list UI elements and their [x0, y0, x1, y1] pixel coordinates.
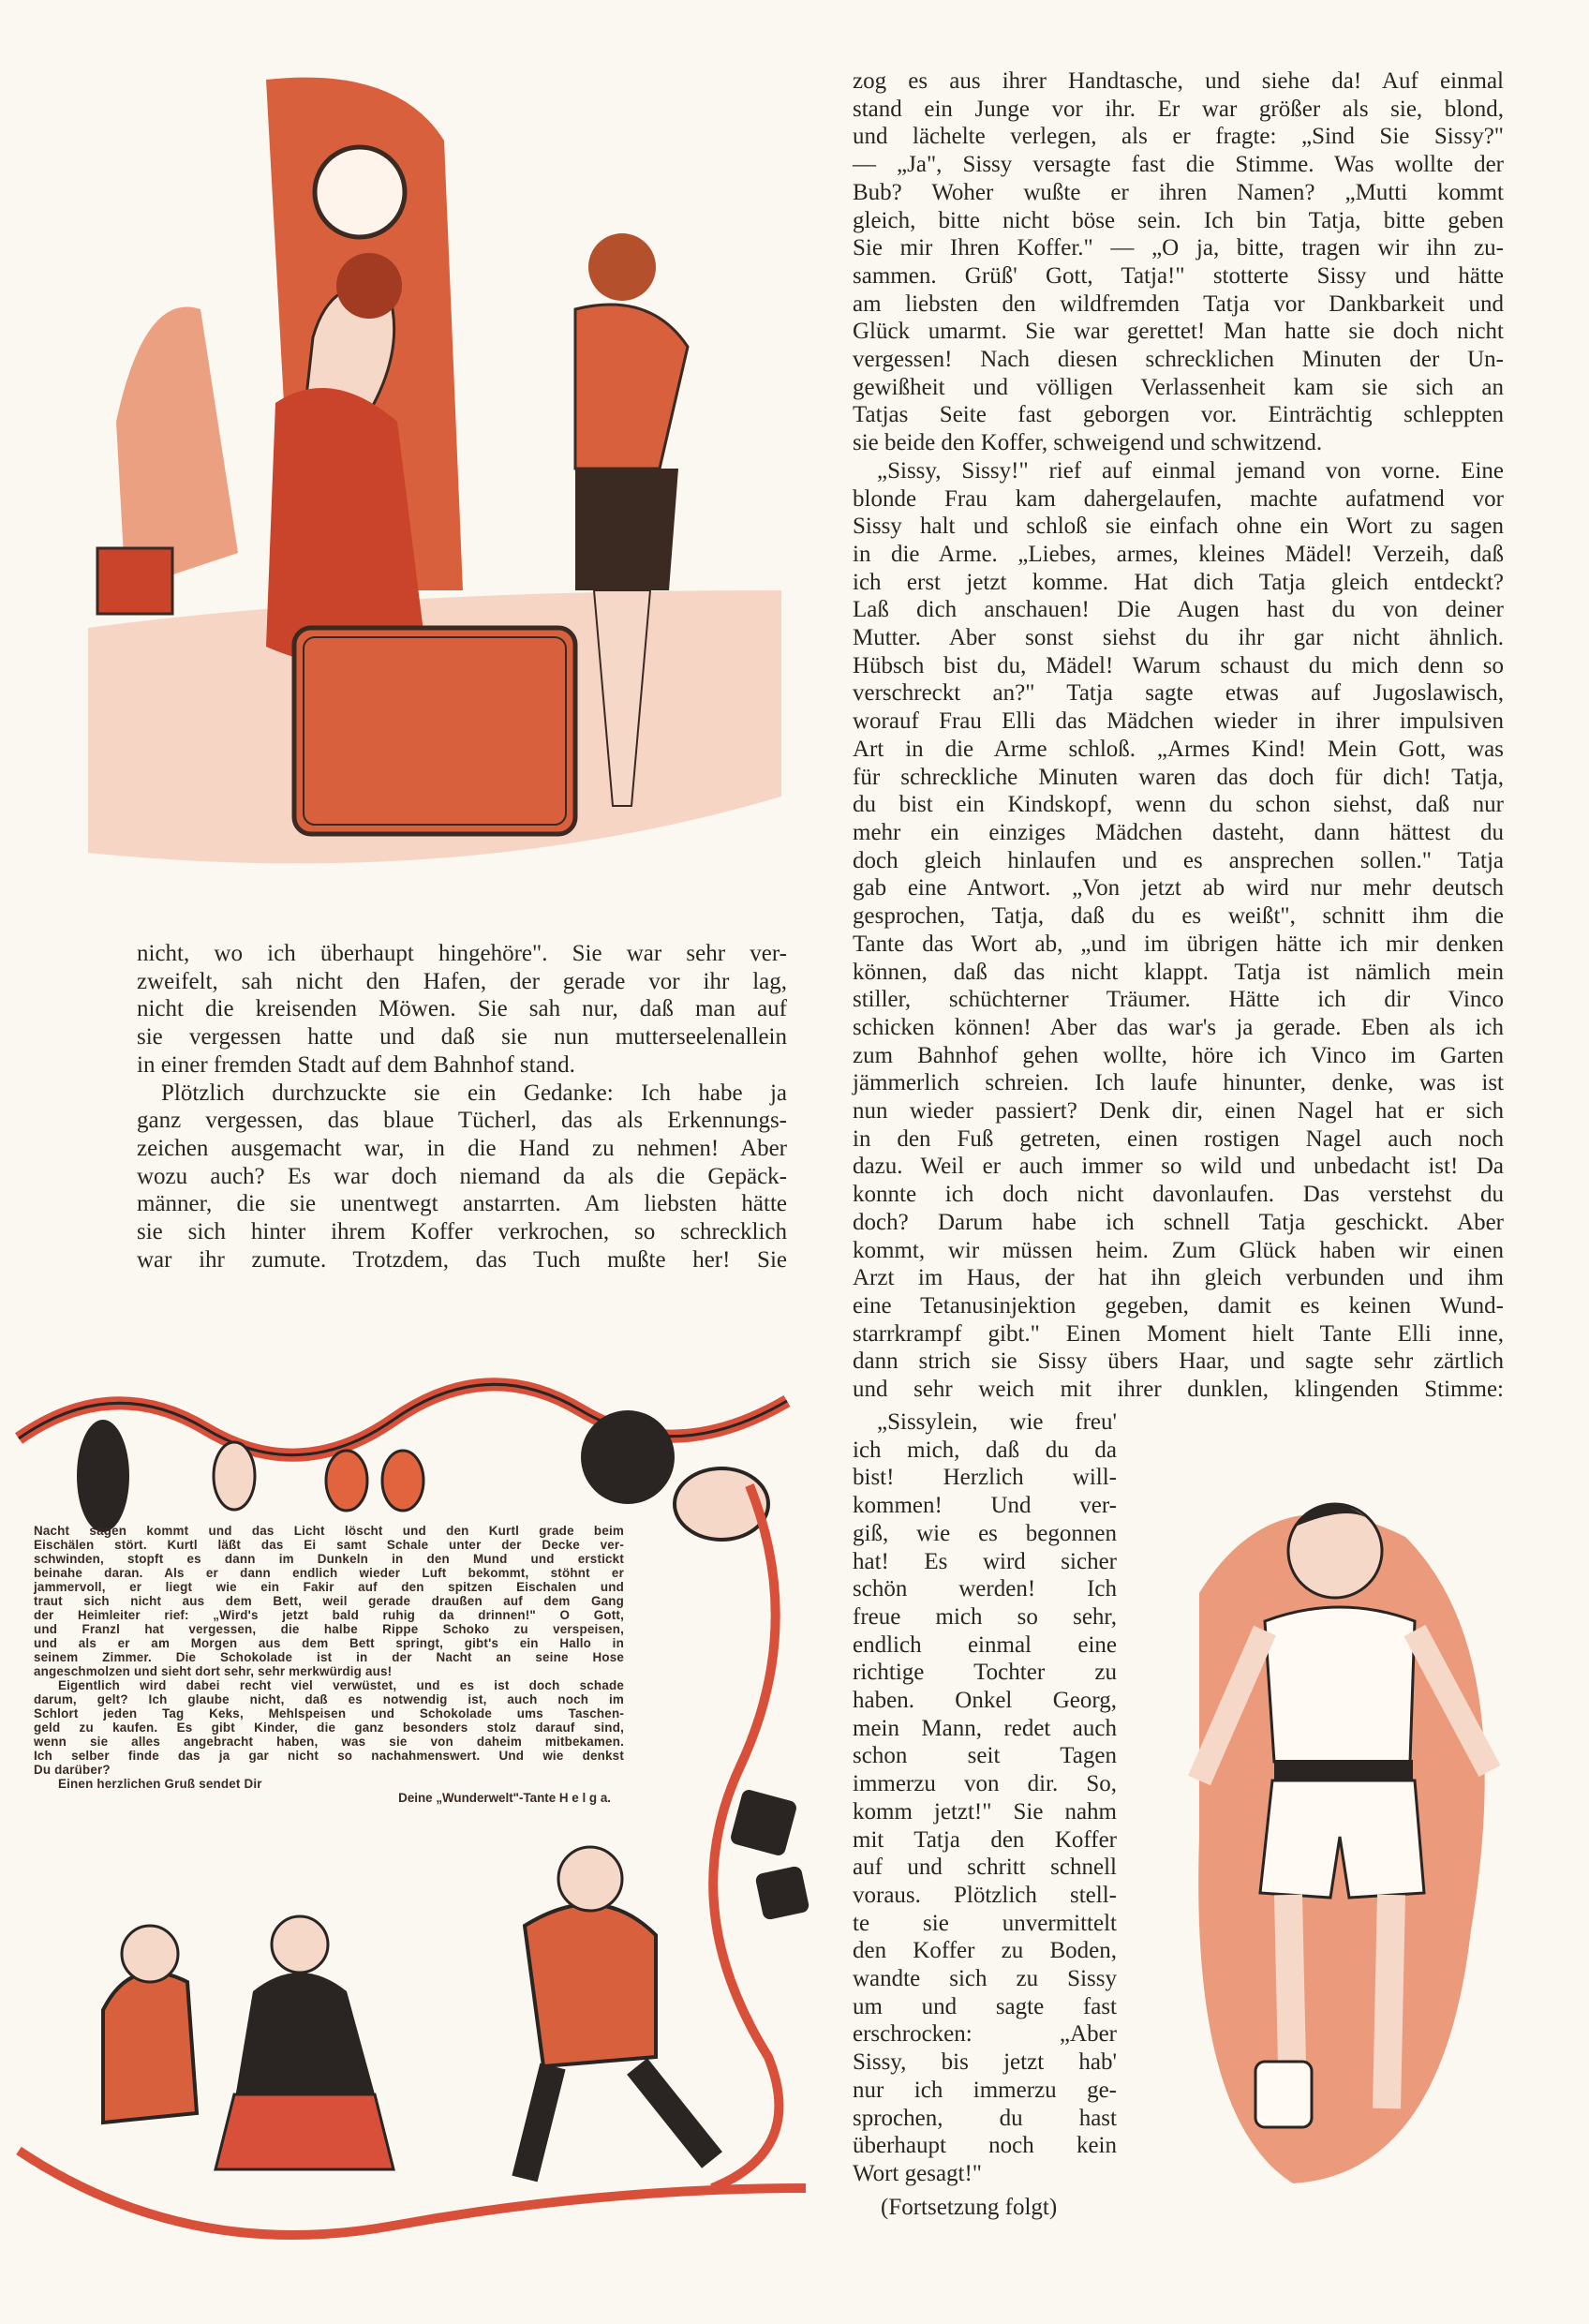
narrow-column-line: auf und schritt schnell: [853, 1855, 1117, 1881]
left-text-column: [137, 940, 787, 1274]
right-column-line: worauf Frau Elli das Mädchen wieder in ihrer impulsiven: [853, 708, 1504, 735]
right-column-line: jämmerlich schreien. Ich laufe hinunter, denke, was ist: [853, 1070, 1504, 1096]
narrow-column-line: „Sissylein, wie freu': [877, 1409, 1117, 1435]
narrow-column-line: giß, wie es begonnen: [853, 1520, 1117, 1546]
right-column-line: Bub? Woher wußte er ihren Namen? „Mutti kommt: [853, 179, 1504, 205]
left-column-line: zeichen ausgemacht war, in die Hand zu nehmen! Aber: [137, 1135, 787, 1161]
narrow-column-line: wandte sich zu Sissy: [853, 1966, 1117, 1992]
narrow-column-line: voraus. Plötzlich stell-: [853, 1882, 1117, 1908]
right-column-line: gesprochen, Tatja, daß du es weißt", schnitt ihm die: [853, 903, 1504, 930]
right-column-line: gleich, bitte nicht böse sein. Ich bin Tatja, bitte geben: [853, 207, 1504, 233]
left-column-line: sie vergessen hatte und daß sie nun mutterseelenallein: [137, 1024, 787, 1050]
right-column-line: sie beide den Koffer, schweigend und schwitzend.: [853, 430, 1323, 456]
right-column-line: kommt, wir müssen heim. Zum Glück haben wir einen: [853, 1237, 1504, 1263]
right-column-line: sammen. Grüß' Gott, Tatja!" stotterte Sissy und hätte: [853, 262, 1504, 289]
narrow-column-line: komm jetzt!" Sie nahm: [853, 1798, 1117, 1825]
letter-line: jammervoll, er liegt wie ein Fakir auf den spitzen Eischalen und: [34, 1580, 624, 1594]
narrow-column-line: um und sagte fast: [853, 1993, 1117, 2019]
children-cartoon: [103, 1847, 712, 2179]
letter-line: wenn sie alles angebracht haben, was sie von daheim mitbekamen.: [34, 1735, 624, 1749]
right-column-line: zog es aus ihrer Handtasche, und siehe da! Auf einmal: [853, 68, 1504, 94]
narrow-column-line: erschrocken: „Aber: [853, 2021, 1117, 2048]
narrow-column-line: den Koffer zu Boden,: [853, 1938, 1117, 1964]
narrow-column-line: sprochen, du hast: [853, 2105, 1117, 2131]
right-column-line: konnte ich doch nicht davonlaufen. Das verstehst du: [853, 1182, 1504, 1208]
letter-line: seinem Zimmer. Die Schokolade ist in der Nacht an seine Hose: [34, 1650, 624, 1664]
letter-line: Nacht sagen kommt und das Licht löscht und den Kurtl grade beim: [34, 1524, 624, 1538]
right-column-line: Tante das Wort ab, „und im übrigen hätte ich mir denken: [853, 931, 1504, 957]
narrow-column-line: te sie unvermittelt: [853, 1910, 1117, 1936]
narrow-column-line: nur ich immerzu ge-: [853, 2077, 1117, 2103]
letter-line: Ich selber finde das ja gar nicht so nachahmenswert. Und wie denkst: [34, 1749, 624, 1763]
letter-line: Du darüber?: [34, 1763, 111, 1777]
right-column-line: am liebsten den wildfremden Tatja vor Dankbarkeit und: [853, 290, 1504, 317]
right-column-line: nun wieder passiert? Denk dir, einen Nagel hat er sich: [853, 1098, 1504, 1125]
letter-line: angeschmolzen und sieht dort sehr, sehr merkwürdig aus!: [34, 1664, 393, 1678]
left-column-line: nicht die kreisenden Möwen. Sie sah nur, daß man auf: [137, 996, 787, 1022]
narrow-column-line: freue mich so sehr,: [853, 1603, 1117, 1630]
clock-icon: [315, 147, 405, 237]
narrow-column-line: Sissy, bis jetzt hab': [853, 2049, 1117, 2076]
right-column-line: stiller, schüchterner Träumer. Hätte ich dir Vinco: [853, 987, 1504, 1013]
right-column-line: Sie mir Ihren Koffer." — „O ja, bitte, tragen wir ihn zu-: [853, 235, 1504, 261]
right-column-line: in die Arme. „Liebes, armes, kleines Mädel! Verzeih, daß: [853, 541, 1504, 567]
right-column-line: starrkrampf gibt." Einen Moment hielt Tante Elli inne,: [853, 1320, 1504, 1347]
narrow-column-line: schon seit Tagen: [853, 1743, 1117, 1769]
left-column-line: in einer fremden Stadt auf dem Bahnhof stand.: [137, 1051, 575, 1078]
narrow-column-line: richtige Tochter zu: [853, 1660, 1117, 1686]
boy-illustration: [1162, 1462, 1518, 2202]
left-column-line: ganz vergessen, das blaue Tücherl, das als Erkennungs-: [137, 1108, 787, 1134]
right-column-line: Sissy halt und schloß sie einfach ohne ein Wort zu sagen: [853, 514, 1504, 540]
right-column-line: und lächelte verlegen, als er fragte: „Sind Sie Sissy?": [853, 124, 1504, 150]
right-column-line: blonde Frau kam dahergelaufen, machte aufatmend vor: [853, 485, 1504, 512]
left-column-line: Plötzlich durchzuckte sie ein Gedanke: Ich habe ja: [161, 1080, 787, 1106]
right-column-line: gab eine Antwort. „Von jetzt ab wird nur mehr deutsch: [853, 875, 1504, 901]
narrow-text-column: [853, 1408, 1117, 2221]
station-illustration: [88, 66, 781, 900]
right-column-line: Hübsch bist du, Mädel! Warum schaust du mich denn so: [853, 652, 1504, 678]
letter-signature: Deine „Wunderwelt"-Tante H e l g a.: [398, 1791, 611, 1805]
letter-line: geld zu kaufen. Es gibt Kinder, die ganz besonders stolz darauf sind,: [34, 1721, 624, 1735]
right-column-line: Arzt im Haus, der hat ihn gleich verbunden und ihm: [853, 1265, 1504, 1291]
letter-line: Eigentlich wird dabei recht viel verwüstet, und es ist doch schade: [58, 1678, 624, 1692]
letter-line: und als er am Morgen aus dem Bett springt, gibt's ein Hallo in: [34, 1636, 624, 1650]
narrow-column-line: schön werden! Ich: [853, 1576, 1117, 1602]
right-column-line: „Sissy, Sissy!" rief auf einmal jemand von vorne. Eine: [877, 457, 1504, 484]
right-column-line: verschreckt an?" Tatja sagte etwas auf Jugoslawisch,: [853, 680, 1504, 707]
letter-line: traut sich nicht aus dem Bett, weil gerade draußen auf dem Gang: [34, 1594, 624, 1608]
narrow-column-line: mein Mann, redet auch: [853, 1715, 1117, 1741]
narrow-column-line: endlich einmal eine: [853, 1631, 1117, 1658]
right-column-line: — „Ja", Sissy versagte fast die Stimme. Was wollte der: [853, 152, 1504, 178]
left-column-line: zweifelt, sah nicht den Hafen, der gerade vor ihr lag,: [137, 968, 787, 994]
narrow-column-line: mit Tatja den Koffer: [853, 1826, 1117, 1853]
letter-line: darum, gelt? Ich glaube nicht, daß es notwendig ist, auch noch im: [34, 1692, 624, 1706]
letter-from-tante-helga: [34, 1524, 624, 1805]
narrow-column-line: überhaupt noch kein: [853, 2133, 1117, 2159]
narrow-column-line: haben. Onkel Georg,: [853, 1688, 1117, 1714]
left-column-line: nicht, wo ich überhaupt hingehöre". Sie war sehr ver-: [137, 941, 787, 966]
right-column-line: du bist ein Kindskopf, wenn du schon siehst, daß nur: [853, 792, 1504, 818]
right-column-line: und sehr weich mit ihrer dunklen, klingenden Stimme:: [853, 1377, 1504, 1403]
letter-line: und Franzl hat vergessen, die halbe Rippe Schoko zu verspeisen,: [34, 1622, 624, 1636]
right-column-line: dann strich sie Sissy übers Haar, und sagte sehr zärtlich: [853, 1348, 1504, 1375]
right-column-line: stand ein Junge vor ihr. Er war größer als sie, blond,: [853, 96, 1504, 122]
right-text-column: [853, 67, 1504, 1404]
right-column-line: zum Bahnhof gehen wollte, höre ich Vinco im Garten: [853, 1042, 1504, 1068]
left-column-line: männer, die sie unentwegt anstarrten. Am liebsten hätte: [137, 1191, 787, 1217]
right-column-line: Mutter. Aber sonst siehst du ihr gar nicht ähnlich.: [853, 625, 1504, 651]
festive-border-illustration: [0, 1345, 824, 2282]
narrow-column-line: immerzu von dir. So,: [853, 1771, 1117, 1797]
right-column-line: eine Tetanusinjektion gegeben, damit es keinen Wund-: [853, 1292, 1504, 1318]
right-column-line: ich erst jetzt komme. Hat dich Tatja gleich entdeckt?: [853, 569, 1504, 595]
right-column-line: vergessen! Nach diesen schrecklichen Minuten der Un-: [853, 347, 1504, 373]
continuation-note: (Fortsetzung folgt): [881, 2194, 1058, 2220]
left-column-line: sie sich hinter ihrem Koffer verkrochen, so schrecklich: [137, 1219, 787, 1245]
right-column-line: doch? Darum habe ich schnell Tatja geschickt. Aber: [853, 1209, 1504, 1235]
right-column-line: Tatjas Seite fast geborgen vor. Einträchtig schleppten: [853, 402, 1504, 428]
narrow-column-line: ich mich, daß du da: [853, 1437, 1117, 1463]
narrow-column-line: bist! Herzlich will-: [853, 1465, 1117, 1491]
left-column-line: wozu auch? Es war doch niemand da als die Gepäck-: [137, 1163, 787, 1189]
narrow-column-line: Wort gesagt!": [853, 2160, 983, 2186]
letter-line: Eischälen stört. Kurtl läßt das Ei samt Schale unter der Decke ver-: [34, 1538, 624, 1552]
left-column-line: war ihr zumute. Trotzdem, das Tuch mußte her! Sie: [137, 1246, 787, 1273]
narrow-column-line: kommen! Und ver-: [853, 1493, 1117, 1519]
right-column-line: schicken können! Aber das war's ja gerade. Eben als ich: [853, 1014, 1504, 1040]
suitcase: [294, 628, 575, 834]
letter-line: Einen herzlichen Gruß sendet Dir: [58, 1777, 262, 1791]
right-column-line: für schreckliche Minuten waren das doch für dich! Tatja,: [853, 764, 1504, 790]
right-column-line: doch gleich hinlaufen und es ansprechen sollen." Tatja: [853, 847, 1504, 873]
narrow-column-line: hat! Es wird sicher: [853, 1548, 1117, 1574]
letter-line: beinahe daran. Als er dann endlich wieder Luft bekommt, stöhnt er: [34, 1566, 624, 1580]
right-column-line: Glück umarmt. Sie war gerettet! Man hatte sie doch nicht: [853, 319, 1504, 345]
right-column-line: Laß dich anschauen! Die Augen hast du von deiner: [853, 597, 1504, 623]
right-column-line: mehr ein einziges Mädchen dasteht, dann hättest du: [853, 819, 1504, 845]
right-column-line: können, daß das nicht klappt. Tatja ist nämlich mein: [853, 959, 1504, 985]
right-column-line: gewißheit und völligen Verlassenheit kam sie sich an: [853, 374, 1504, 400]
right-column-line: in den Fuß getreten, einen rostigen Nagel auch noch: [853, 1125, 1504, 1152]
right-column-line: dazu. Weil er auch immer so wild und unbedacht ist! Da: [853, 1154, 1504, 1180]
letter-line: der Heimleiter rief: „Wird's jetzt bald ruhig da drinnen!" O Gott,: [34, 1608, 624, 1622]
letter-line: schwinden, stopft es dann im Dunkeln in den Mund und erstickt: [34, 1552, 624, 1566]
right-column-line: Art in die Arme schloß. „Armes Kind! Mein Gott, was: [853, 736, 1504, 762]
letter-line: Schlort jeden Tag Keks, Mehlspeisen und Schokolade ums Taschen-: [34, 1706, 624, 1721]
